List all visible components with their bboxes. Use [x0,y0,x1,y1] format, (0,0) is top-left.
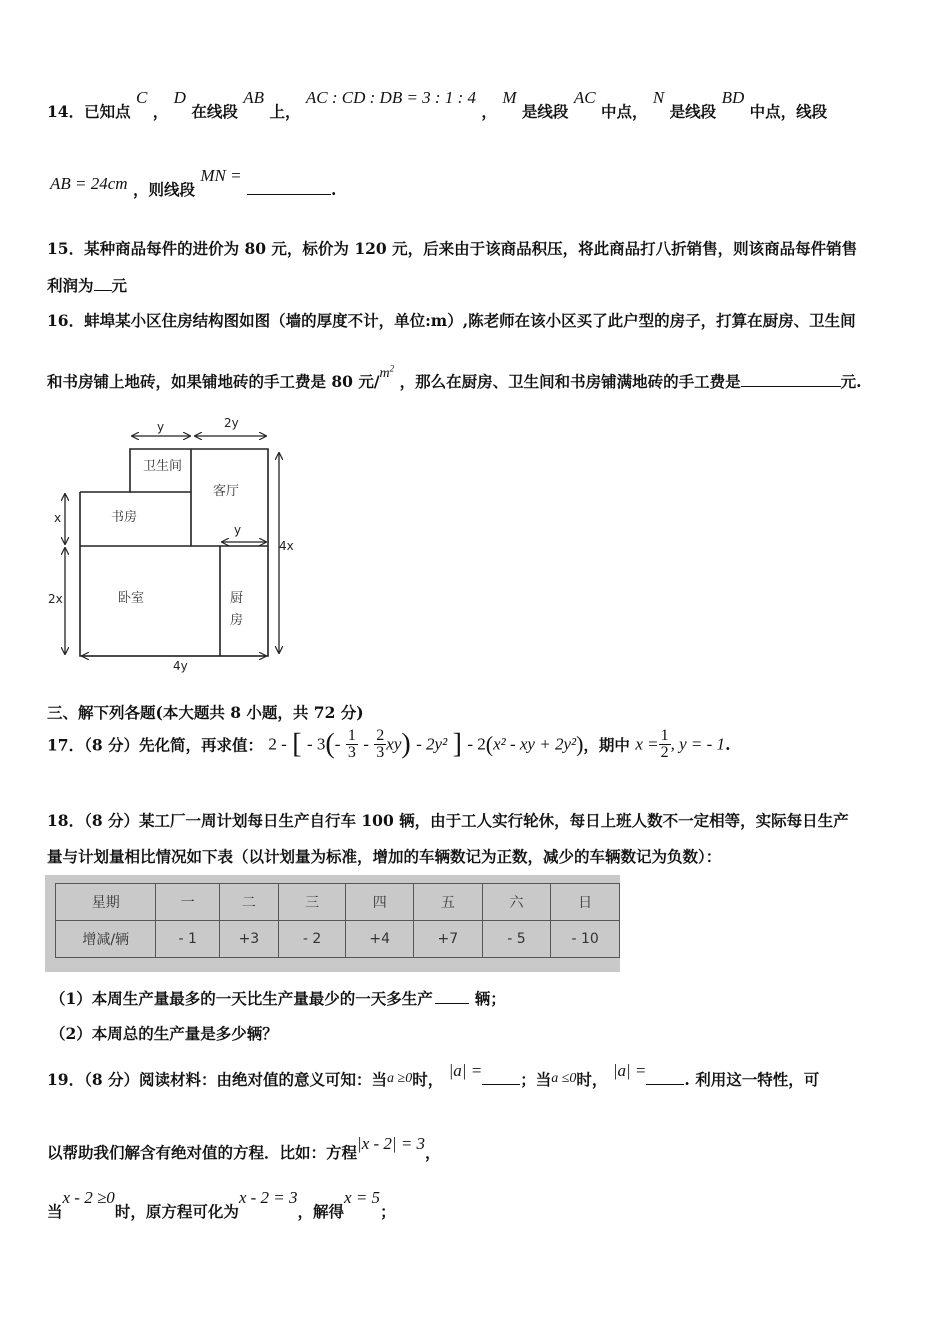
table-day-cell: 四 [346,884,414,921]
q19-text: ；当 [520,1070,552,1089]
q14-answer-blank[interactable] [247,194,331,195]
q17-bracket: ] [452,728,462,760]
q18-sub1-text: （1）本周生产量最多的一天比生产量最少的一天多生产 [50,989,433,1008]
q16-text: 元. [840,372,862,391]
q17-fraction-2-3 [374,728,386,761]
q18-table-image [45,875,620,972]
q14-text: 是线段 [521,102,569,121]
q17-paren: ) [576,731,584,757]
q18-table [55,883,620,958]
frac-num: 1 [347,727,356,744]
q14-text: 是线段 [669,102,717,121]
q14-sep: ， [481,102,497,121]
q16-unit-exp: 2 [389,363,395,374]
q17-line [47,728,730,761]
q17-fraction-1-3 [346,728,358,761]
q17-expr: 2 - [268,734,287,754]
q14-text: 上， [269,102,301,121]
q19-blank-2[interactable] [646,1084,684,1085]
q14-point-d: D [173,88,186,107]
q19-blank-1[interactable] [482,1084,520,1085]
q14-seg-ab: AB [243,88,265,107]
q14-end: . [331,180,337,199]
q14-point-c: C [135,88,148,107]
q16-unit [379,363,395,381]
table-day-cell: 一 [156,884,220,921]
q17-paren: ) [401,728,411,760]
q16-answer-blank[interactable] [741,386,841,387]
frac-den: 3 [347,744,356,761]
q15-line1: 15．某种商品每件的进价为 80 元，标价为 120 元，后来由于该商品积压，将此商品打八折销售，则该商品每件销售 [47,239,858,258]
q15-text: 元 [111,276,128,295]
q19-text: 19．（8 分）阅读材料：由绝对值的意义可知：当 [47,1070,388,1089]
q19-line1 [47,1061,820,1090]
q19-line2 [47,1134,441,1163]
q19-text: ， [425,1143,441,1162]
frac-den: 3 [376,744,385,761]
q14-seg-bd: BD [721,88,745,107]
q14-ab-length: AB = 24cm [50,174,128,193]
frac-num: 1 [660,727,669,744]
dim-label-top-2y: 2y [224,416,239,430]
table-header-cell: 星期 [56,884,156,921]
table-row [56,884,620,921]
q14-ratio: AC : CD : DB = 3 : 1 : 4 [305,88,476,107]
q17-prefix: 17．（8 分）先化简，再求值： [47,735,264,755]
q17-expr: - [363,734,369,754]
q19-cond: x - 2 ≥0 [62,1188,115,1207]
q17-bracket: [ [292,728,302,760]
table-day-cell: 二 [220,884,279,921]
q14-sep: ， [152,102,169,121]
table-value-cell: - 2 [278,921,346,958]
q14-point-n: N [652,88,665,107]
q18-sub2: （2）本周总的生产量是多少辆？ [50,1024,278,1043]
q19-abs-a: |a| = [448,1061,483,1080]
q19-cond: a ≥0 [387,1071,413,1086]
q18-line1: 18．（8 分）某工厂一周计划每日生产自行车 100 辆，由于工人实行轮休，每日上班人数不一定相等，实际每日生产 [47,811,849,830]
q14-text: 中点，线段 [749,102,828,121]
q14-mn: MN = [200,166,242,185]
q19-equation: x - 2 = 3 [238,1188,298,1207]
dim-label-bottom-4y: 4y [173,659,188,673]
table-day-cell: 六 [482,884,551,921]
q17-y-eq: , y = - 1 [670,734,726,754]
q19-text: ； [380,1202,396,1221]
room-bathroom: 卫生间 [143,459,183,474]
q17-expr: - 2y² [416,734,448,754]
room-kitchen-1: 厨 [230,591,244,606]
room-kitchen-2: 房 [230,613,244,628]
q17-x-eq: x = [635,734,659,754]
dim-label-right-4x: 4x [279,539,294,553]
q17-end: . [725,735,731,754]
q15-answer-blank[interactable] [94,290,112,291]
table-day-cell: 日 [551,884,620,921]
table-value-cell: - 10 [551,921,620,958]
q19-solution: x = 5 [344,1188,381,1207]
q18-line2: 量与计划量相比情况如下表（以计划量为标准，增加的车辆数记为正数，减少的车辆数记为负数）： [47,847,722,866]
q16-line1: 16．蚌埠某小区住房结构图如图（墙的厚度不计，单位:m）,陈老师在该小区买了此户型的房子，打算在厨房、卫生间 [47,311,856,330]
q14-line1 [47,88,828,122]
table-row-label: 增减/辆 [56,921,156,958]
table-value-cell: - 1 [156,921,220,958]
q16-unit-base: m [379,366,390,381]
table-value-cell: - 5 [482,921,551,958]
table-value-cell: +3 [220,921,279,958]
q17-expr: x² - xy + 2y² [493,734,577,754]
frac-num: 2 [376,727,385,744]
q17-paren: ( [325,728,335,760]
q17-paren: ( [485,731,494,757]
q14-prefix: 14．已知点 [47,102,131,121]
q18-sub1-blank[interactable] [435,1003,469,1004]
dim-label-left-2x: 2x [48,592,63,606]
q19-text: . 利用这一特性，可 [684,1070,820,1089]
table-row [56,921,620,958]
frac-den: 2 [660,744,669,761]
table-day-cell: 五 [414,884,483,921]
q16-line2 [47,363,862,392]
dim-label-inner-y: y [234,523,242,537]
table-value-cell: +7 [414,921,483,958]
q19-text: 时， [576,1070,608,1089]
q16-text: 和书房铺上地砖，如果铺地砖的手工费是 80 元/ [47,372,380,391]
q17-fraction-1-2 [659,728,671,761]
q14-text: 在线段 [191,102,238,121]
q18-sub1 [50,987,506,1009]
dim-label-left-x: x [54,511,62,525]
q17-expr: xy [386,734,402,754]
q16-text: ，那么在厨房、卫生间和书房铺满地砖的手工费是 [399,372,741,391]
q19-text: 当 [47,1202,63,1221]
room-bedroom: 卧室 [118,591,145,606]
q19-abs-a: |a| = [612,1061,647,1080]
q19-text: 以帮助我们解含有绝对值的方程．比如：方程 [47,1143,358,1162]
q19-line3 [47,1188,396,1222]
q17-expr: - 2 [467,734,486,754]
q18-sub1-text: 辆； [474,989,506,1008]
q15-text: 利润为 [47,276,94,295]
q14-seg-ac: AC [573,88,596,107]
q14-line2 [50,166,337,200]
q14-text: ，则线段 [132,180,195,199]
q15-line2 [47,274,127,296]
q19-cond: a ≤0 [551,1071,577,1086]
q19-text: ，解得 [297,1202,345,1221]
room-study: 书房 [111,510,138,525]
q19-text: 时， [412,1070,444,1089]
q17-expr: - [334,734,341,754]
dim-label-top-y: y [157,420,165,434]
q17-expr: - 3 [306,734,326,754]
q14-point-m: M [502,88,517,107]
table-day-cell: 三 [278,884,346,921]
q17-text: ，期中 [583,735,630,755]
table-value-cell: +4 [346,921,414,958]
room-living: 客厅 [213,484,240,499]
q14-text: 中点， [600,102,648,121]
floor-plan-diagram [45,413,305,675]
q19-equation: |x - 2| = 3 [357,1134,426,1153]
section-3-title: 三、解下列各题(本大题共 8 小题，共 72 分) [47,703,364,722]
q19-text: 时，原方程可化为 [114,1202,239,1221]
